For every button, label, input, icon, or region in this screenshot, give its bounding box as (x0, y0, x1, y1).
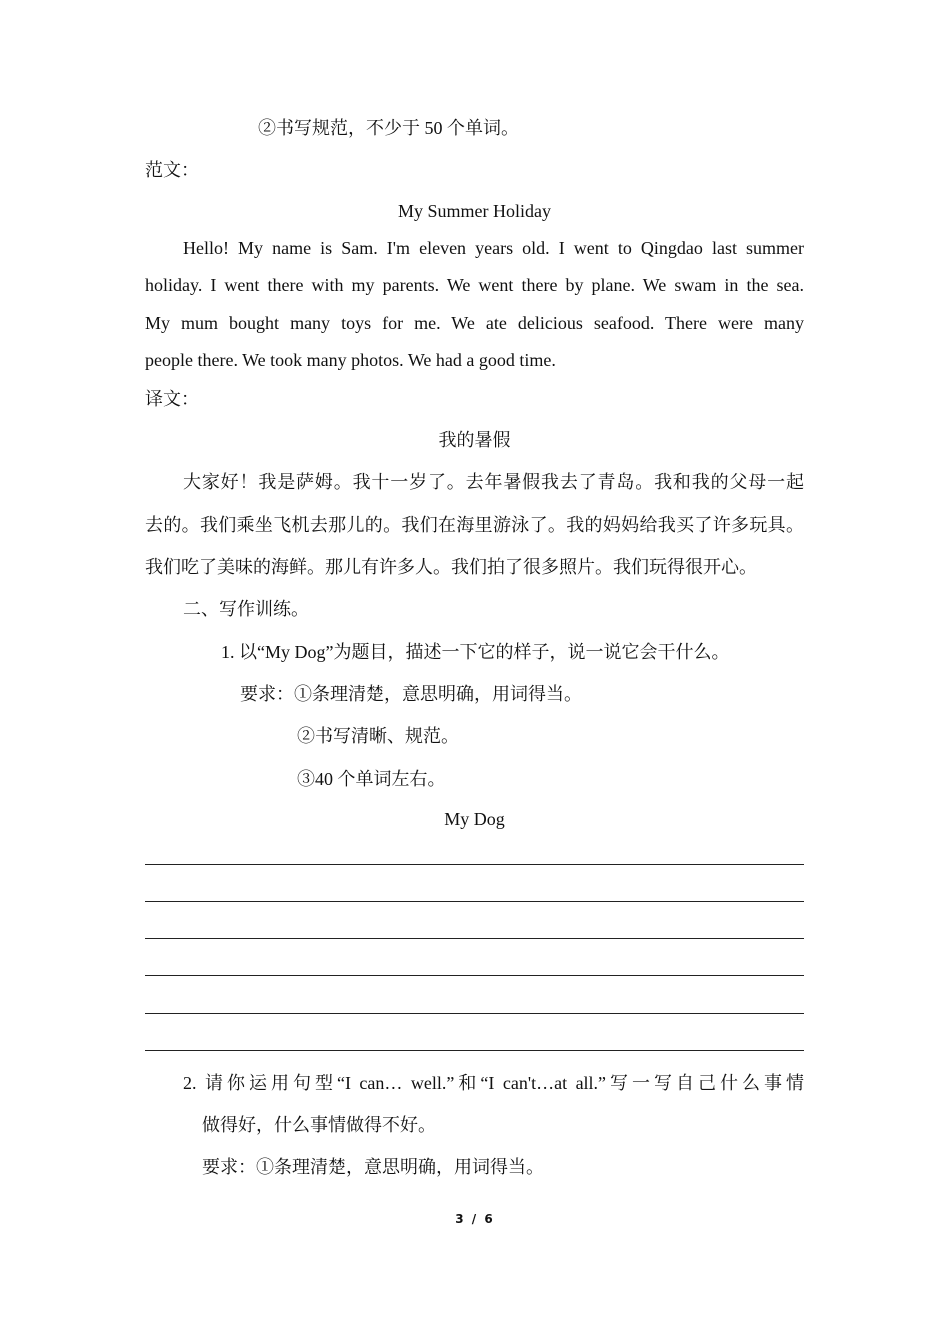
translation-line-1: 大家好！我是萨姆。我十一岁了。去年暑假我去了青岛。我和我的父母一起 (183, 472, 804, 492)
task-1-title: My Dog (444, 809, 505, 829)
answer-line (145, 1050, 804, 1051)
task-2-prompt-line-1: 2. 请你运用句型“I can… well.”和“I can't…at all.”写一写自己什么事情 (183, 1073, 804, 1093)
previous-requirement-item-2: ②书写规范，不少于 50 个单词。 (258, 118, 519, 138)
page-number: 3 / 6 (455, 1212, 495, 1226)
answer-line (145, 938, 804, 939)
task-2-prompt-line-2: 做得好，什么事情做得不好。 (202, 1115, 436, 1135)
task-2-requirement-1: 要求：①条理清楚，意思明确，用词得当。 (202, 1157, 544, 1177)
sample-essay-line-3: My mum bought many toys for me. We ate delicious seafood. There were many (145, 313, 804, 333)
task-1-prompt: 1. 以“My Dog”为题目，描述一下它的样子，说一说它会干什么。 (221, 642, 730, 662)
sample-essay-line-4: people there. We took many photos. We had a good time. (145, 350, 556, 370)
answer-line (145, 901, 804, 902)
task-1-requirement-1: 要求：①条理清楚，意思明确，用词得当。 (240, 684, 582, 704)
task-1-requirement-3: ③40 个单词左右。 (297, 769, 446, 789)
translation-label: 译文： (145, 389, 199, 409)
answer-line (145, 864, 804, 865)
answer-line (145, 975, 804, 976)
translation-title: 我的暑假 (438, 430, 511, 450)
sample-essay-title: My Summer Holiday (398, 201, 551, 221)
answer-line (145, 1013, 804, 1014)
translation-line-3: 我们吃了美味的海鲜。那儿有许多人。我们拍了很多照片。我们玩得很开心。 (145, 557, 757, 577)
sample-essay-line-2: holiday. I went there with my parents. We went there by plane. We swam in the sea. (145, 275, 804, 295)
translation-line-2: 去的。我们乘坐飞机去那儿的。我们在海里游泳了。我的妈妈给我买了许多玩具。 (145, 515, 804, 535)
sample-essay-line-1: Hello! My name is Sam. I'm eleven years old. I went to Qingdao last summer (183, 238, 804, 258)
task-1-requirement-2: ②书写清晰、规范。 (297, 726, 459, 746)
sample-essay-label: 范文： (145, 160, 199, 180)
section-heading: 二、写作训练。 (183, 599, 309, 619)
